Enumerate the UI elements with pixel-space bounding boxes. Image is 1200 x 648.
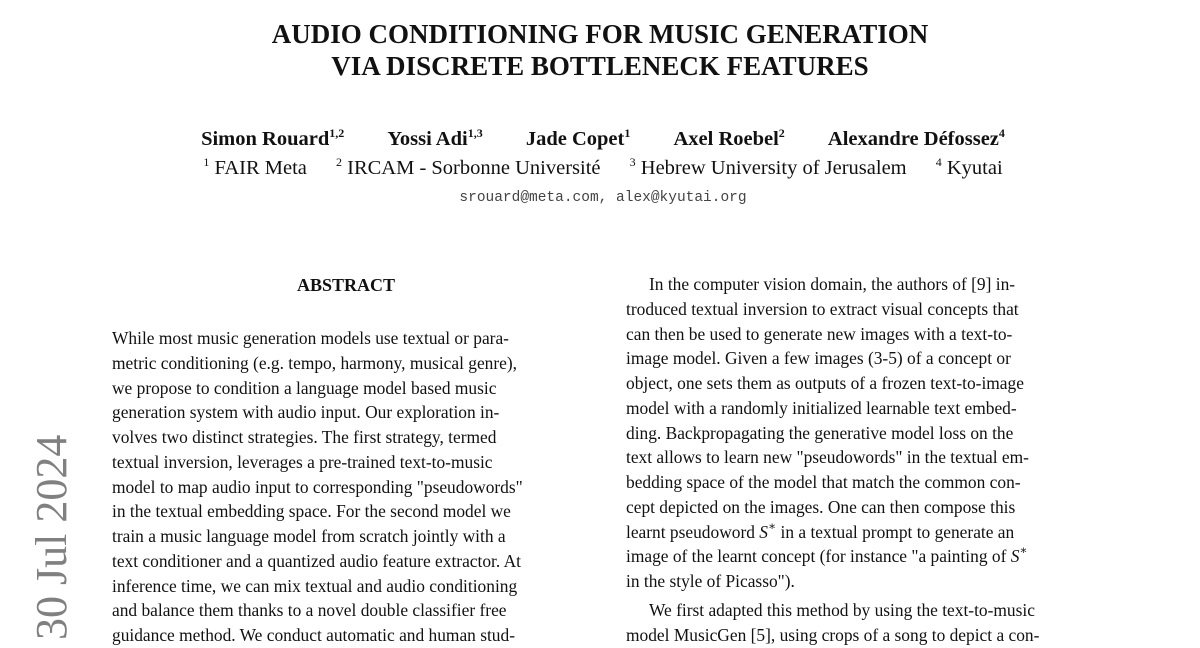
- affiliation: $^3$ Hebrew University of Jerusalem: [629, 155, 907, 179]
- text-line: train a music language model from scratch jointly with a: [112, 526, 506, 546]
- text-line: text allows to learn new "pseudowords" in the textual em-: [626, 447, 1029, 468]
- text-line: guidance method. We conduct automatic and human stud-: [112, 625, 515, 645]
- text-line: can then be used to generate new images with a text-to-: [626, 323, 1013, 344]
- text-line: model to map audio input to corresponding "pseudowords": [112, 476, 523, 497]
- text-line: bedding space of the model that match the common con-: [626, 472, 1021, 492]
- paragraph: [626, 598, 1068, 648]
- text-line: inference time, we can mix textual and audio conditioning: [112, 575, 518, 596]
- text-line: model with a randomly initialized learnable text embed-: [626, 397, 1017, 418]
- paper-title: [0, 18, 1200, 82]
- text-line: image of the learnt concept (for instance "a painting of S∗: [626, 543, 1028, 567]
- text-line: We first adapted this method by using the text-to-music: [649, 599, 1035, 620]
- text-line: ding. Backpropagating the generative model loss on the: [626, 422, 1014, 443]
- text-line: text conditioner and a quantized audio feature extractor. At: [112, 550, 522, 571]
- text-line: metric conditioning (e.g. tempo, harmony, musical genre),: [112, 352, 518, 373]
- author: Alexandre Défossez$^4$: [827, 126, 1005, 150]
- text-line: we propose to condition a language model based music: [112, 377, 497, 398]
- text-line: volves two distinct strategies. The first strategy, termed: [112, 427, 497, 447]
- abstract-heading: ABSTRACT: [296, 275, 396, 295]
- text-line: troduced textual inversion to extract visual concepts that: [626, 298, 1019, 319]
- text-line: learnt pseudoword S∗ in a textual prompt to generate an: [626, 518, 1015, 542]
- text-line: and balance them thanks to a novel double classifier free: [112, 600, 507, 621]
- title-line-1: AUDIO CONDITIONING FOR MUSIC GENERATION: [271, 19, 929, 49]
- affiliation: $^1$ FAIR Meta: [203, 155, 307, 179]
- text-line: cept depicted on the images. One can then compose this: [626, 496, 1016, 517]
- abstract-body: [112, 326, 580, 648]
- math-symbol: S∗: [759, 518, 777, 542]
- text-line: image model. Given a few images (3-5) of a concept or: [626, 348, 1011, 369]
- affiliation: $^4$ Kyutai: [935, 155, 1003, 179]
- text-line: While most music generation models use textual or para-: [112, 328, 509, 348]
- author-list: [0, 125, 1200, 153]
- author: Axel Roebel$^2$: [673, 126, 785, 150]
- text-line: model MusicGen [5], using crops of a song to depict a con-: [626, 624, 1040, 645]
- text-line: object, one sets them as outputs of a frozen text-to-image: [626, 373, 1024, 393]
- title-line-2: VIA DISCRETE BOTTLENECK FEATURES: [331, 51, 869, 81]
- affiliation-list: [0, 154, 1200, 182]
- arxiv-date-stamp: 30 Jul 2024: [27, 434, 76, 640]
- text-line: generation system with audio input. Our exploration in-: [112, 402, 500, 423]
- affiliation: $^2$ IRCAM - Sorbonne Université: [336, 155, 601, 179]
- text-line: textual inversion, leverages a pre-trained text-to-music: [112, 451, 493, 472]
- text-line: In the computer vision domain, the authors of [9] in-: [649, 274, 1016, 294]
- text-line: in the style of Picasso").: [626, 571, 795, 591]
- paragraph: [626, 272, 1068, 594]
- author: Jade Copet$^1$: [525, 126, 631, 150]
- intro-body: [626, 272, 1068, 647]
- math-symbol: S∗: [1010, 543, 1028, 567]
- author: Yossi Adi$^{1,3}$: [387, 126, 483, 150]
- author: Simon Rouard$^{1,2}$: [201, 126, 345, 150]
- text-line: in the textual embedding space. For the second model we: [112, 501, 511, 522]
- contact-emails: srouard@meta.com, alex@kyutai.org: [459, 190, 747, 206]
